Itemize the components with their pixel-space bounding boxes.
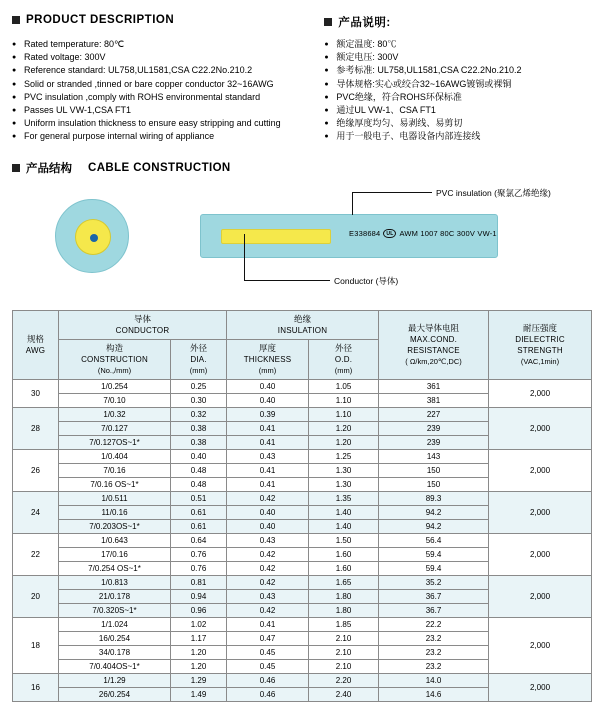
header-cell-construction (59, 339, 171, 379)
cell-thickness: 0.39 (227, 407, 309, 421)
header-dia-en: DIA. (190, 354, 207, 364)
header-cell-insulation (227, 310, 379, 339)
leader-line-vertical-insulation (352, 192, 353, 215)
cell-dia: 0.38 (171, 435, 227, 449)
cell-construction: 16/0.254 (59, 631, 171, 645)
cell-construction: 7/0.127OS~1* (59, 435, 171, 449)
cell-resistance: 23.2 (379, 645, 489, 659)
cell-thickness: 0.41 (227, 463, 309, 477)
header-cell-dia (171, 339, 227, 379)
header-dielectric-en2: STRENGTH (517, 345, 563, 355)
cell-resistance: 59.4 (379, 561, 489, 575)
cell-awg: 22 (13, 533, 59, 575)
list-item: ● 通过UL VW-1、CSA FT1 (324, 104, 591, 117)
cell-construction: 1/0.32 (59, 407, 171, 421)
cell-awg: 26 (13, 449, 59, 491)
cell-resistance: 239 (379, 421, 489, 435)
cell-thickness: 0.41 (227, 477, 309, 491)
cell-dielectric: 2,000 (489, 673, 592, 701)
cell-thickness: 0.40 (227, 379, 309, 393)
cell-construction: 11/0.16 (59, 505, 171, 519)
cell-construction: 1/1.29 (59, 673, 171, 687)
ul-logo-icon: UL (383, 229, 396, 238)
table-row (13, 575, 592, 589)
list-item: ● PVC insulation ,comply with ROHS environmental standard (12, 91, 324, 104)
cell-resistance: 36.7 (379, 603, 489, 617)
cell-construction: 26/0.254 (59, 687, 171, 701)
cell-thickness: 0.41 (227, 421, 309, 435)
cell-resistance: 59.4 (379, 547, 489, 561)
cell-thickness: 0.41 (227, 617, 309, 631)
list-item: ● 参考标准: UL758,UL1581,CSA C22.2No.210.2 (324, 64, 591, 77)
list-item: ● Solid or stranded ,tinned or bare copper conductor 32~16AWG (12, 78, 324, 91)
table-row (13, 491, 592, 505)
cable-body-conductor (221, 229, 331, 244)
cell-thickness: 0.42 (227, 491, 309, 505)
header-od-cn: 外径 (335, 342, 353, 353)
cell-thickness: 0.40 (227, 393, 309, 407)
cell-resistance: 35.2 (379, 575, 489, 589)
header-cell-awg (13, 310, 59, 379)
cell-dia: 0.32 (171, 407, 227, 421)
cell-od: 2.10 (309, 645, 379, 659)
cell-dia: 0.96 (171, 603, 227, 617)
header-dia-cn: 外径 (189, 342, 207, 353)
cable-construction-header (12, 160, 591, 176)
cell-resistance: 143 (379, 449, 489, 463)
cell-od: 1.80 (309, 603, 379, 617)
ul-file-number: E338684 (349, 228, 381, 238)
leader-line-horizontal-conductor (244, 280, 330, 281)
cell-dia: 1.20 (171, 659, 227, 673)
table-row (13, 379, 592, 393)
cell-dielectric: 2,000 (489, 407, 592, 449)
cell-resistance: 94.2 (379, 519, 489, 533)
cell-dia: 1.17 (171, 631, 227, 645)
header-construction-en: CONSTRUCTION (81, 354, 148, 364)
list-item: ● Uniform insulation thickness to ensure easy stripping and cutting (12, 117, 324, 130)
header-thickness-en: THICKNESS (243, 354, 292, 364)
list-item: ● 导体规格:实心或绞合32~16AWG镀锡或裸铜 (324, 78, 591, 91)
header-construction-unit: (No.,/mm) (97, 365, 132, 375)
cell-awg: 30 (13, 379, 59, 407)
header-insulation-cn: 绝缘 (294, 313, 312, 324)
specification-table (12, 310, 592, 702)
cell-resistance: 56.4 (379, 533, 489, 547)
header-cell-od (309, 339, 379, 379)
header-conductor-en: CONDUCTOR (115, 325, 170, 335)
header-resistance-en: MAX.COND. (409, 334, 458, 344)
list-item: ● Passes UL VW-1,CSA FT1 (12, 104, 324, 117)
cell-thickness: 0.42 (227, 575, 309, 589)
cell-awg: 28 (13, 407, 59, 449)
cell-thickness: 0.47 (227, 631, 309, 645)
cable-print-text: AWM 1007 80C 300V VW-1 (399, 228, 497, 238)
leader-line-horizontal-insulation (352, 192, 432, 193)
cell-construction: 34/0.178 (59, 645, 171, 659)
leader-line-vertical-conductor (244, 234, 245, 281)
cell-construction: 1/1.024 (59, 617, 171, 631)
header-cell-resistance (379, 310, 489, 379)
cell-resistance: 89.3 (379, 491, 489, 505)
cell-resistance: 23.2 (379, 659, 489, 673)
cell-od: 1.10 (309, 393, 379, 407)
header-dielectric-cn: 耐压强度 (523, 322, 558, 333)
table-row (13, 533, 592, 547)
cell-construction: 7/0.254 OS~1* (59, 561, 171, 575)
header-dielectric-en: DIELECTRIC (515, 334, 565, 344)
cell-dielectric: 2,000 (489, 617, 592, 673)
cell-dielectric: 2,000 (489, 449, 592, 491)
cell-od: 1.30 (309, 477, 379, 491)
cell-awg: 20 (13, 575, 59, 617)
cell-construction: 7/0.320S~1* (59, 603, 171, 617)
cell-resistance: 239 (379, 435, 489, 449)
cell-construction: 1/0.511 (59, 491, 171, 505)
cell-construction: 7/0.404OS~1* (59, 659, 171, 673)
cell-awg: 24 (13, 491, 59, 533)
cell-dia: 0.76 (171, 547, 227, 561)
cell-construction: 1/0.813 (59, 575, 171, 589)
cell-construction: 17/0.16 (59, 547, 171, 561)
cell-dia: 0.81 (171, 575, 227, 589)
list-item: ● For general purpose internal wiring of appliance (12, 130, 324, 143)
description-list-cn (324, 38, 591, 144)
cross-section-conductor (75, 219, 111, 255)
cell-resistance: 23.2 (379, 631, 489, 645)
cell-resistance: 14.0 (379, 673, 489, 687)
cell-od: 1.50 (309, 533, 379, 547)
header-spec-en: AWG (25, 345, 46, 355)
header-od-en: O.D. (334, 354, 353, 364)
list-item: ● 绝缘厚度均匀、易剥线、易剪切 (324, 117, 591, 130)
label-conductor: Conductor (导体) (334, 275, 399, 286)
table-row (13, 673, 592, 687)
cell-dia: 1.20 (171, 645, 227, 659)
cell-dia: 0.94 (171, 589, 227, 603)
cell-dia: 0.30 (171, 393, 227, 407)
cable-construction-title-en: CABLE CONSTRUCTION (88, 161, 231, 174)
list-item: ● Rated temperature: 80℃ (12, 38, 324, 51)
header-resistance-unit: ( Ω/km,20℃,DC) (405, 356, 462, 366)
table-row (13, 407, 592, 421)
square-bullet-icon (12, 164, 20, 172)
cell-od: 1.25 (309, 449, 379, 463)
cell-od: 1.60 (309, 547, 379, 561)
cell-dielectric: 2,000 (489, 491, 592, 533)
cell-dia: 0.48 (171, 463, 227, 477)
cell-construction: 7/0.10 (59, 393, 171, 407)
cell-od: 1.60 (309, 561, 379, 575)
cell-resistance: 14.6 (379, 687, 489, 701)
table-body (13, 379, 592, 701)
cell-construction: 7/0.127 (59, 421, 171, 435)
product-description-body (12, 38, 591, 144)
header-thickness-cn: 厚度 (258, 342, 276, 353)
cell-construction: 21/0.178 (59, 589, 171, 603)
cell-dia: 0.61 (171, 505, 227, 519)
cell-dia: 1.49 (171, 687, 227, 701)
cell-construction: 1/0.254 (59, 379, 171, 393)
list-item: ● Rated voltage: 300V (12, 51, 324, 64)
cell-thickness: 0.45 (227, 645, 309, 659)
square-bullet-icon (12, 16, 20, 24)
cell-od: 2.10 (309, 631, 379, 645)
cell-od: 1.65 (309, 575, 379, 589)
cell-construction: 1/0.643 (59, 533, 171, 547)
cell-od: 1.35 (309, 491, 379, 505)
header-resistance-cn: 最大导体电阻 (408, 322, 460, 333)
cell-od: 1.80 (309, 589, 379, 603)
section-headers (12, 0, 591, 30)
table-row (13, 617, 592, 631)
cell-construction: 7/0.203OS~1* (59, 519, 171, 533)
header-dia-unit: (mm) (189, 365, 208, 375)
cell-resistance: 381 (379, 393, 489, 407)
cross-section-core-dot (90, 234, 98, 242)
header-insulation-en: INSULATION (277, 325, 328, 335)
cell-resistance: 94.2 (379, 505, 489, 519)
cell-thickness: 0.43 (227, 533, 309, 547)
cell-dielectric: 2,000 (489, 379, 592, 407)
list-item: ● PVC绝缘，符合ROHS环保标准 (324, 91, 591, 104)
cell-thickness: 0.43 (227, 589, 309, 603)
product-description-title-cn: 产品说明: (338, 17, 391, 29)
cell-thickness: 0.45 (227, 659, 309, 673)
cell-resistance: 36.7 (379, 589, 489, 603)
cell-dia: 0.64 (171, 533, 227, 547)
cell-thickness: 0.41 (227, 435, 309, 449)
cell-dia: 0.76 (171, 561, 227, 575)
cell-thickness: 0.42 (227, 561, 309, 575)
header-cell-dielectric (489, 310, 592, 379)
cell-awg: 16 (13, 673, 59, 701)
cell-thickness: 0.43 (227, 449, 309, 463)
cross-section-insulation (55, 199, 129, 273)
product-description-header (12, 14, 324, 26)
list-item: ● Reference standard: UL758,UL1581,CSA C22.2No.210.2 (12, 64, 324, 77)
header-cell-thickness (227, 339, 309, 379)
cell-od: 1.85 (309, 617, 379, 631)
cell-od: 2.20 (309, 673, 379, 687)
cable-diagram (12, 182, 591, 300)
cell-od: 1.40 (309, 505, 379, 519)
list-item: ● 额定电压: 300V (324, 51, 591, 64)
product-description-header-cn (324, 14, 591, 30)
header-od-unit: (mm) (334, 365, 353, 375)
cell-od: 1.30 (309, 463, 379, 477)
product-description-title-en: PRODUCT DESCRIPTION (26, 14, 175, 26)
cable-print-legend (349, 229, 497, 238)
cell-dia: 1.02 (171, 617, 227, 631)
cell-od: 1.20 (309, 435, 379, 449)
header-cell-conductor (59, 310, 227, 339)
cell-dia: 0.40 (171, 449, 227, 463)
cell-thickness: 0.42 (227, 547, 309, 561)
cell-od: 1.05 (309, 379, 379, 393)
cell-resistance: 150 (379, 477, 489, 491)
cell-resistance: 361 (379, 379, 489, 393)
list-item: ● 用于一般电子、电器设备内部连接线 (324, 130, 591, 143)
cell-od: 2.10 (309, 659, 379, 673)
description-list-en (12, 38, 324, 144)
cell-od: 1.20 (309, 421, 379, 435)
cell-awg: 18 (13, 617, 59, 673)
cell-dia: 0.25 (171, 379, 227, 393)
cell-dia: 0.61 (171, 519, 227, 533)
cell-od: 1.40 (309, 519, 379, 533)
table-header-group-row (13, 310, 592, 339)
cell-dielectric: 2,000 (489, 575, 592, 617)
cell-resistance: 150 (379, 463, 489, 477)
list-item: ● 额定温度: 80℃ (324, 38, 591, 51)
header-construction-cn: 构造 (105, 342, 123, 353)
cell-dielectric: 2,000 (489, 533, 592, 575)
cell-construction: 7/0.16 OS~1* (59, 477, 171, 491)
cell-dia: 0.48 (171, 477, 227, 491)
cell-dia: 1.29 (171, 673, 227, 687)
cell-dia: 0.38 (171, 421, 227, 435)
cell-thickness: 0.46 (227, 673, 309, 687)
cell-thickness: 0.42 (227, 603, 309, 617)
cell-resistance: 227 (379, 407, 489, 421)
label-pvc-insulation: PVC insulation (聚氯乙烯绝缘) (436, 187, 551, 198)
cell-resistance: 22.2 (379, 617, 489, 631)
cell-od: 1.10 (309, 407, 379, 421)
cell-construction: 1/0.404 (59, 449, 171, 463)
header-thickness-unit: (mm) (258, 365, 277, 375)
cell-thickness: 0.40 (227, 519, 309, 533)
cell-construction: 7/0.16 (59, 463, 171, 477)
cell-thickness: 0.40 (227, 505, 309, 519)
table-row (13, 449, 592, 463)
cable-construction-title-cn: 产品结构 (26, 162, 72, 175)
header-spec-cn: 规格 (26, 333, 44, 344)
cell-dia: 0.51 (171, 491, 227, 505)
header-conductor-cn: 导体 (133, 313, 151, 324)
cell-od: 2.40 (309, 687, 379, 701)
square-bullet-icon (324, 18, 332, 26)
header-resistance-en2: RESISTANCE (407, 345, 460, 355)
header-dielectric-unit: (VAC,1min) (520, 356, 560, 366)
cell-thickness: 0.46 (227, 687, 309, 701)
